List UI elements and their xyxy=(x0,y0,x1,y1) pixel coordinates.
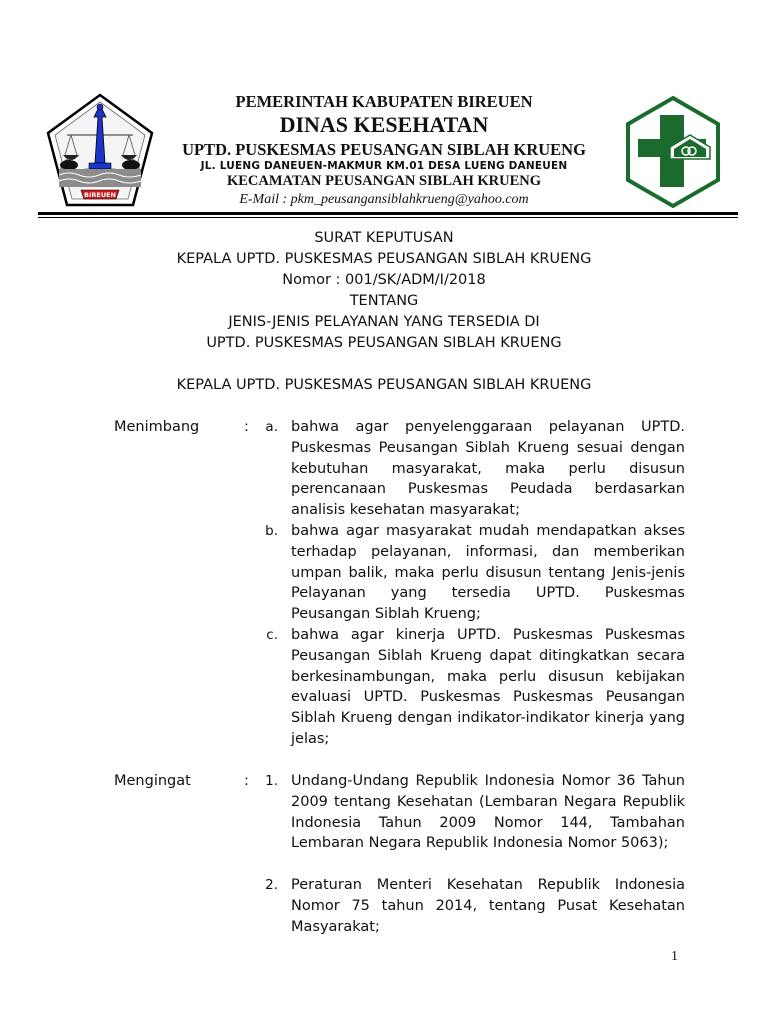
letterhead-email: E-Mail : pkm_peusangansiblahkrueng@yahoo.com xyxy=(239,192,529,207)
decree-subject-line-1: JENIS-JENIS PELAYANAN YANG TERSEDIA DI xyxy=(228,314,540,330)
mengingat-label: Mengingat xyxy=(114,773,191,789)
letterhead-rule-thick xyxy=(38,212,738,215)
decree-issuer: KEPALA UPTD. PUSKESMAS PEUSANGAN SIBLAH KRUENG xyxy=(176,251,592,267)
decree-authority: KEPALA UPTD. PUSKESMAS PEUSANGAN SIBLAH KRUENG xyxy=(176,377,592,393)
decree-title: SURAT KEPUTUSAN xyxy=(314,230,454,246)
menimbang-colon: : xyxy=(244,419,249,435)
letterhead-agency: DINAS KESEHATAN xyxy=(279,112,489,137)
menimbang-marker-c: c. xyxy=(266,627,278,643)
menimbang-item-c: bahwa agar kinerja UPTD. Puskesmas Puskesmas Peusangan Siblah Krueng dapat ditingkatkan secara berkesinambungan, maka perlu disusun kebijakan evaluasi UPTD. Puskesmas Puskesmas Peusangan Siblah Krueng dengan indikator-indikator kinerja yang jelas; xyxy=(291,627,685,747)
menimbang-marker-a: a. xyxy=(265,419,278,435)
decree-number: Nomor : 001/SK/ADM/I/2018 xyxy=(282,272,486,288)
emblem-banner-text: BIREUEN xyxy=(84,191,116,199)
decree-about: TENTANG xyxy=(349,293,419,309)
menimbang-label: Menimbang xyxy=(114,419,200,435)
mengingat-item-2: Peraturan Menteri Kesehatan Republik Indonesia Nomor 75 tahun 2014, tentang Pusat Kesehatan Masyarakat; xyxy=(291,877,685,935)
mengingat-colon: : xyxy=(244,773,249,789)
mengingat-item-1: Undang-Undang Republik Indonesia Nomor 36 Tahun 2009 tentang Kesehatan (Lembaran Negara Republik Indonesia Tahun 2009 Nomor 144, Tambahan Lembaran Negara Republik Indonesia Nomor 5063); xyxy=(291,773,685,852)
letterhead-unit: UPTD. PUSKESMAS PEUSANGAN SIBLAH KRUENG xyxy=(182,140,586,159)
mengingat-marker-2: 2. xyxy=(265,877,278,893)
decree-subject-line-2: UPTD. PUSKESMAS PEUSANGAN SIBLAH KRUENG xyxy=(206,335,562,351)
letterhead-government: PEMERINTAH KABUPATEN BIREUEN xyxy=(235,92,533,111)
mengingat-marker-1: 1. xyxy=(265,773,278,789)
page-number: 1 xyxy=(671,949,678,964)
menimbang-marker-b: b. xyxy=(265,523,278,539)
letterhead-rule-thin xyxy=(38,217,738,218)
menimbang-item-b: bahwa agar masyarakat mudah mendapatkan akses terhadap pelayanan, informasi, dan memberikan umpan balik, maka perlu disusun tentang Jenis-jenis Pelayanan yang tersedia UPTD. Puskesmas Peusangan Siblah Krueng; xyxy=(291,523,685,623)
letterhead-district: KECAMATAN PEUSANGAN SIBLAH KRUENG xyxy=(226,173,542,189)
menimbang-item-a: bahwa agar penyelenggaraan pelayanan UPTD. Puskesmas Peusangan Siblah Krueng sesuai dengan kebutuhan masyarakat, maka perlu disusun perencanaan Puskesmas Peudada berdasarkan analisis kesehatan masyarakat; xyxy=(291,419,685,519)
letterhead-address: JL. LUENG DANEUEN-MAKMUR KM.01 DESA LUENG DANEUEN xyxy=(200,160,568,172)
